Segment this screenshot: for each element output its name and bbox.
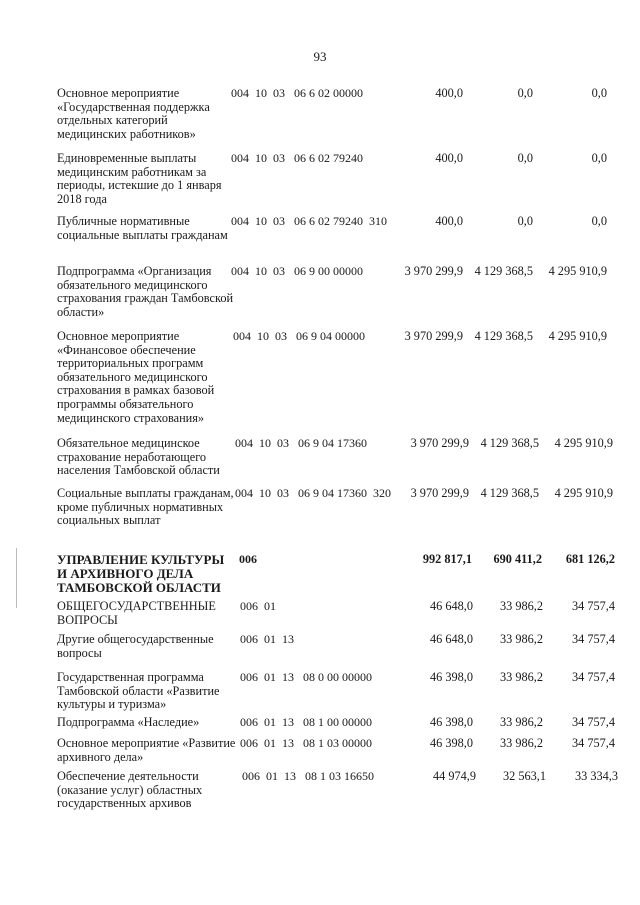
value-col1: 3 970 299,9: [410, 436, 469, 450]
value-col1: 44 974,9: [432, 769, 476, 783]
value-col3: 4 295 910,9: [554, 436, 613, 450]
value-col1: 3 970 299,9: [404, 264, 463, 278]
value-col2: 690 411,2: [493, 552, 542, 566]
row-name: Основное мероприятие «Финансовое обеспечение территориальных программ обязательного медицинского страхования в рамках базовой программы обязательного медицинского страхования»: [57, 329, 215, 425]
row-name: Публичные нормативные социальные выплаты гражданам: [57, 214, 228, 242]
page-number: 93: [313, 49, 327, 64]
value-col2: 4 129 368,5: [474, 329, 533, 343]
value-col3: 33 334,3: [574, 769, 618, 783]
value-col3: 4 295 910,9: [548, 264, 607, 278]
value-col3: 34 757,4: [571, 736, 615, 750]
row-codes: 004 10 03 06 9 04 00000: [233, 329, 365, 343]
value-col2: 33 986,2: [499, 632, 543, 646]
row-codes: 006 01: [240, 599, 276, 613]
row-name: ОБЩЕГОСУДАРСТВЕННЫЕ ВОПРОСЫ: [57, 599, 216, 627]
row-codes: 006 01 13 08 0 00 00000: [240, 670, 372, 684]
row-codes: 006 01 13 08 1 03 00000: [240, 736, 372, 750]
value-col1: 3 970 299,9: [404, 329, 463, 343]
row-name: УПРАВЛЕНИЕ КУЛЬТУРЫ И АРХИВНОГО ДЕЛА ТАМБОВСКОЙ ОБЛАСТИ: [57, 552, 225, 595]
value-col2: 4 129 368,5: [474, 264, 533, 278]
row-codes: 006 01 13: [240, 632, 294, 646]
value-col3: 4 295 910,9: [548, 329, 607, 343]
value-col2: 4 129 368,5: [480, 486, 539, 500]
value-col2: 32 563,1: [502, 769, 546, 783]
value-col3: 0,0: [591, 214, 607, 228]
value-col1: 46 398,0: [429, 715, 473, 729]
row-codes: 006 01 13 08 1 00 00000: [240, 715, 372, 729]
row-codes: 004 10 03 06 6 02 79240: [231, 151, 363, 165]
value-col1: 400,0: [435, 86, 463, 100]
row-name: Обязательное медицинское страхование неработающего населения Тамбовской области: [57, 436, 220, 478]
value-col3: 34 757,4: [571, 670, 615, 684]
row-name: Единовременные выплаты медицинским работникам за периоды, истекшие до 1 января 2018 года: [57, 151, 222, 206]
row-codes: 004 10 03 06 6 02 79240 310: [231, 214, 387, 228]
value-col1: 400,0: [435, 151, 463, 165]
value-col3: 34 757,4: [571, 715, 615, 729]
value-col3: 0,0: [591, 151, 607, 165]
row-name: Подпрограмма «Наследие»: [57, 715, 200, 729]
scan-margin-mark: [16, 548, 17, 608]
row-name: Подпрограмма «Организация обязательного медицинского страхования граждан Тамбовской области»: [57, 264, 234, 319]
row-name: Основное мероприятие «Государственная поддержка отдельных категорий медицинских работников»: [57, 86, 210, 141]
value-col2: 0,0: [517, 151, 533, 165]
value-col2: 33 986,2: [499, 736, 543, 750]
value-col1: 46 398,0: [429, 670, 473, 684]
value-col2: 4 129 368,5: [480, 436, 539, 450]
row-codes: 006 01 13 08 1 03 16650: [242, 769, 374, 783]
row-name: Обеспечение деятельности (оказание услуг) областных государственных архивов: [57, 769, 203, 811]
value-col1: 3 970 299,9: [410, 486, 469, 500]
value-col2: 33 986,2: [499, 715, 543, 729]
value-col2: 33 986,2: [499, 670, 543, 684]
row-name: Основное мероприятие «Развитие архивного дела»: [57, 736, 236, 764]
value-col3: 34 757,4: [571, 599, 615, 613]
value-col3: 681 126,2: [565, 552, 615, 566]
value-col1: 46 648,0: [429, 599, 473, 613]
value-col3: 0,0: [591, 86, 607, 100]
row-codes: 004 10 03 06 9 04 17360 320: [235, 486, 391, 500]
value-col2: 33 986,2: [499, 599, 543, 613]
row-name: Государственная программа Тамбовской области «Развитие культуры и туризма»: [57, 670, 220, 712]
value-col1: 46 398,0: [429, 736, 473, 750]
row-codes: 006: [239, 552, 257, 566]
value-col1: 992 817,1: [422, 552, 472, 566]
value-col3: 4 295 910,9: [554, 486, 613, 500]
value-col2: 0,0: [517, 214, 533, 228]
row-codes: 004 10 03 06 9 00 00000: [231, 264, 363, 278]
value-col2: 0,0: [517, 86, 533, 100]
row-codes: 004 10 03 06 6 02 00000: [231, 86, 363, 100]
row-name: Социальные выплаты гражданам, кроме публичных нормативных социальных выплат: [57, 486, 234, 528]
value-col3: 34 757,4: [571, 632, 615, 646]
row-codes: 004 10 03 06 9 04 17360: [235, 436, 367, 450]
value-col1: 46 648,0: [429, 632, 473, 646]
value-col1: 400,0: [435, 214, 463, 228]
row-name: Другие общегосударственные вопросы: [57, 632, 214, 660]
